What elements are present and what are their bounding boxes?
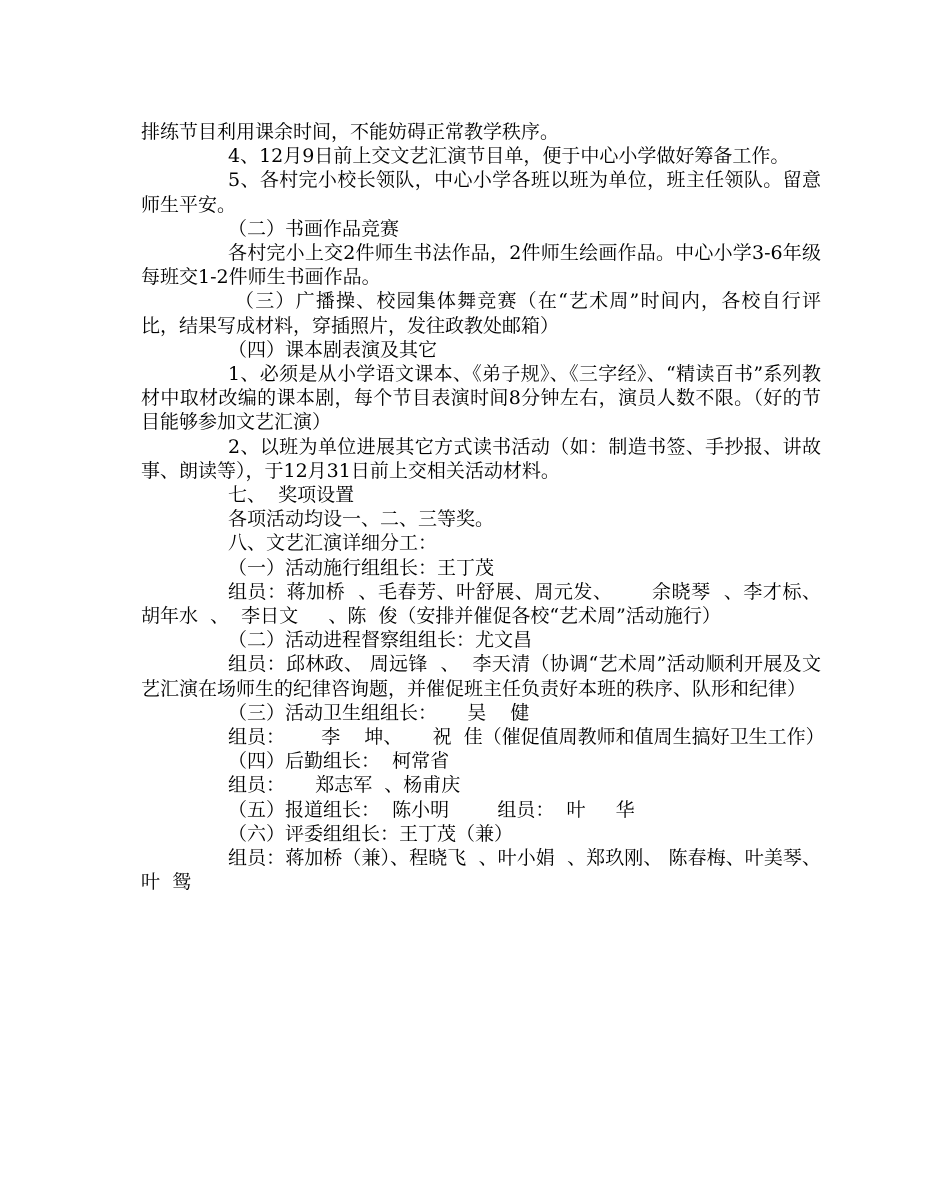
paragraph: （一）活动施行组组长：王丁茂 [228,556,495,579]
paragraph: 5、各村完小校长领队，中心小学各班以班为单位，班主任领队。留意师生平安。 [141,169,821,216]
paragraph: （三）活动卫生组组长： 吴 健 [228,701,530,724]
paragraph: 4、12月9日前上交文艺汇演节目单，便于中心小学做好筹备工作。 [228,145,790,168]
paragraph: 组员： 李 坤、 祝 佳（催促值周教师和值周生搞好卫生工作） [228,726,825,749]
paragraph: 组员：蒋加桥（兼）、程晓飞 、叶小娟 、郑玖刚、 陈春梅、叶美琴、 叶 鸳 [141,847,834,894]
paragraph: （二）活动进程督察组组长：尤文昌 [228,629,533,652]
paragraph: 组员：蒋加桥 、毛春芳、叶舒展、周元发、 余晓琴 、李才标、 胡年水 、 李日文 、陈 俊（安排并催促各校“艺术周”活动施行） [141,580,858,628]
paragraph: （三）广播操、校园集体舞竞赛（在“艺术周”时间内，各校自行评比，结果写成材料，穿插照片，发往政教处邮箱） [141,290,821,337]
paragraph: （六）评委组组长：王丁茂（兼） [228,822,514,845]
paragraph: （四）课本剧表演及其它 [228,338,438,361]
paragraph: （二）书画作品竞赛 [228,217,400,240]
paragraph: 各村完小上交2件师生书法作品，2件师生绘画作品。中心小学3-6年级每班交1-2件师生书画作品。 [141,242,821,289]
document-body [141,120,858,895]
paragraph: （五）报道组长： 陈小明 组员： 叶 华 [228,798,635,821]
paragraph: 排练节目利用课余时间，不能妨碍正常教学秩序。 [141,121,560,143]
paragraph: 组员： 郑志军 、杨甫庆 [228,774,461,797]
paragraph: 各项活动均设一、二、三等奖。 [228,508,495,531]
paragraph: 八、文艺汇演详细分工： [228,532,438,555]
paragraph: 七、 奖项设置 [228,484,355,507]
paragraph: 组员：邱林政、 周远锋 、 李天清（协调“艺术周”活动顺利开展及文艺汇演在场师生的纪律咨询题，并催促班主任负责好本班的秩序、队形和纪律） [141,653,821,700]
paragraph: 2、以班为单位进展其它方式读书活动（如：制造书签、手抄报、讲故事、朗读等），于12月31日前上交相关活动材料。 [141,435,821,482]
paragraph: （四）后勤组长： 柯常省 [228,750,450,773]
paragraph: 1、必须是从小学语文课本、《弟子规》、《三字经》、“精读百书”系列教材中取材改编的课本剧，每个节目表演时间8分钟左右，演员人数不限。（好的节目能够参加文艺汇演） [141,363,821,434]
